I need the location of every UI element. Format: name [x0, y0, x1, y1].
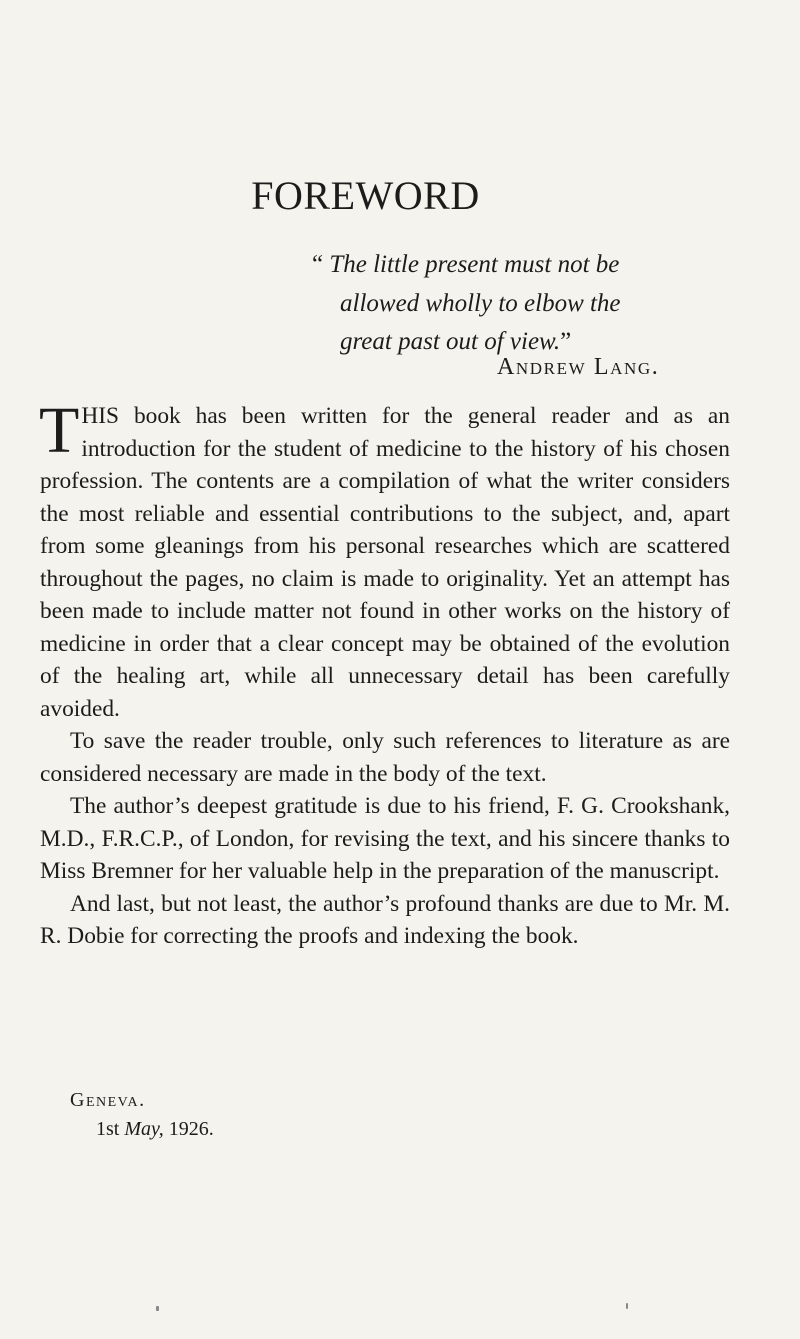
- paragraph-text: book has been written for the general reader and as an introduction for the student of medicine to the history of his chosen profession. The contents are a compilation of what the writer considers the most reliable and essential contributions to the subject, and, apart from some gleanings from his personal researches which are scattered throughout the pages, no claim is made to originality. Yet an attempt has been made to include matter not found in other works on the history of medicine in order that a clear concept may be obtained of the evolution of the healing art, while all unnecessary detail has been carefully avoided.: [40, 403, 730, 722]
- epigraph: [312, 246, 715, 362]
- body-text: [39, 394, 730, 953]
- paragraph: To save the reader trouble, only such references to literature as are considered necessary are made in the body of the text.: [40, 728, 730, 787]
- paper-speck: [156, 1306, 159, 1311]
- page-title: FOREWORD: [251, 173, 480, 218]
- epigraph-line: allowed wholly to elbow the: [340, 289, 621, 317]
- close-quote: ”: [560, 328, 572, 355]
- signature-place: Geneva.: [70, 1089, 146, 1111]
- drop-cap: T: [39, 394, 80, 467]
- epigraph-attribution: Andrew Lang.: [497, 354, 660, 380]
- paragraph: The author’s deepest gratitude is due to his friend, F. G. Crookshank, M.D., F.R.C.P., of London, for revising the text, and his sincere thanks to Miss Bremner for her valuable help in the preparation of the manuscript.: [40, 793, 730, 884]
- epigraph-line-text: The little present must not be: [329, 251, 620, 278]
- paragraph: And last, but not least, the author’s profound thanks are due to Mr. M. R. Dobie for correcting the proofs and indexing the book.: [40, 890, 730, 949]
- epigraph-line: [312, 246, 715, 285]
- open-quote: “: [312, 251, 324, 278]
- signature-date: [96, 1118, 214, 1141]
- epigraph-line-text: great past out of view.: [340, 328, 561, 355]
- paragraph: [39, 394, 730, 725]
- signature-month: May,: [124, 1118, 164, 1140]
- signature-year: 1926.: [168, 1118, 214, 1140]
- paper-speck: [626, 1303, 628, 1309]
- signature-day: 1st: [96, 1118, 120, 1140]
- first-word-rest: HIS: [81, 403, 120, 429]
